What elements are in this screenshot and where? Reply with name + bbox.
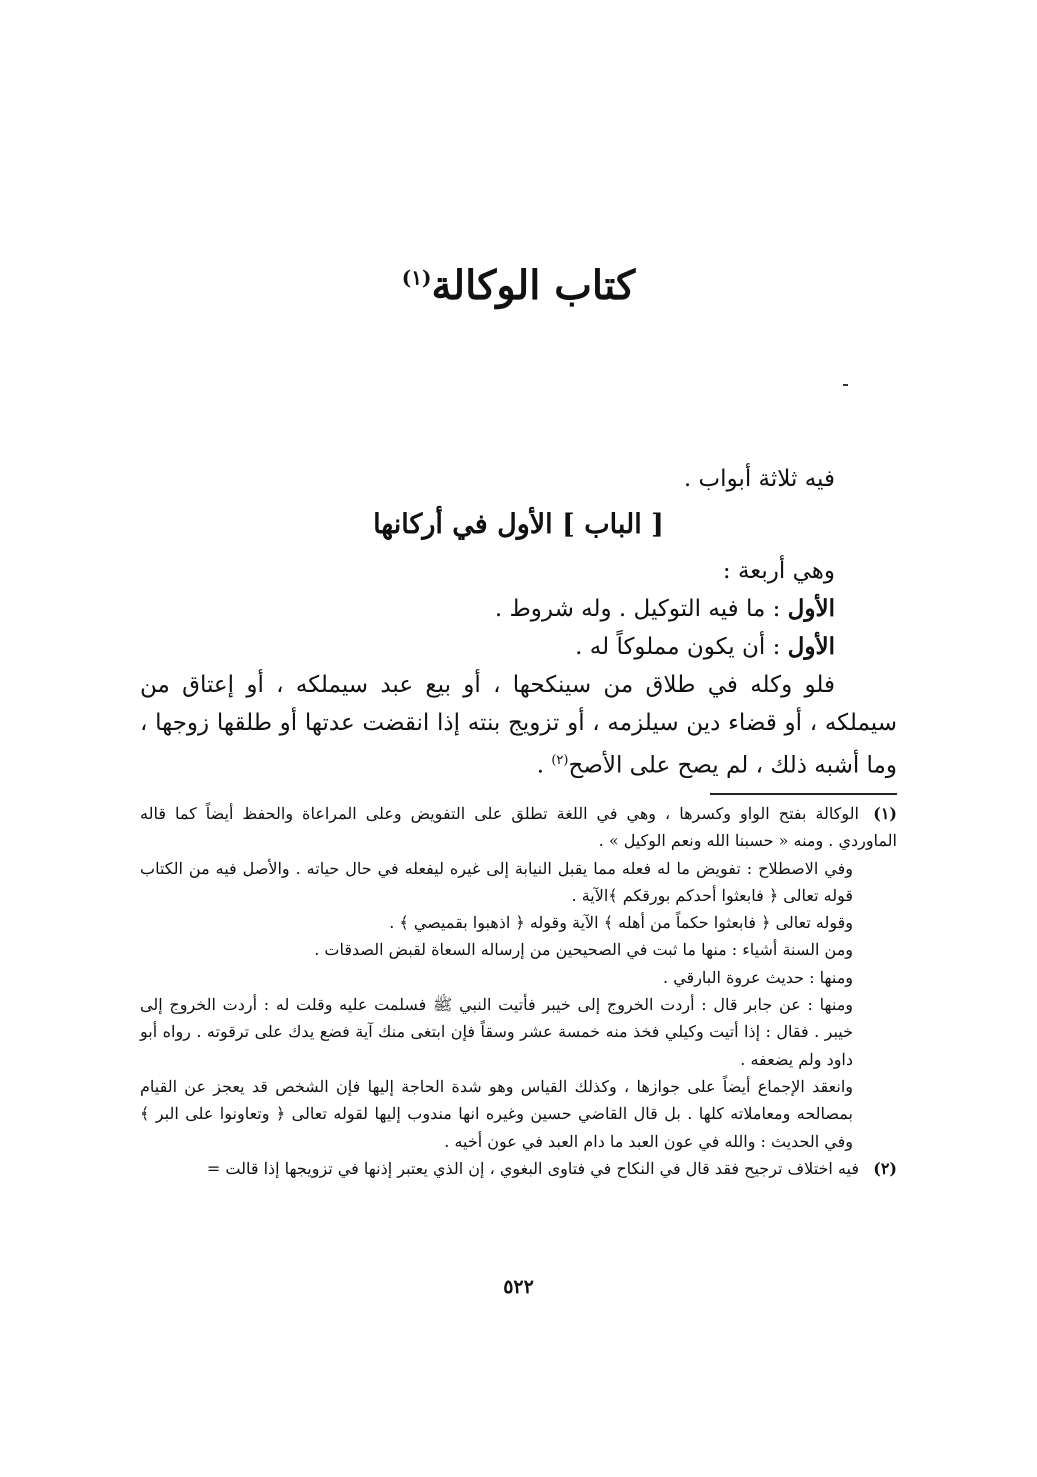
paragraph-footnote-marker: (٢): [551, 753, 569, 768]
main-text: [140, 460, 897, 785]
footnote-1-paragraph-5: ومنها : حديث عروة البارقي .: [663, 967, 853, 987]
footnote-2-number: (٢): [873, 1158, 897, 1178]
first-condition-line-2: [140, 628, 897, 666]
footnote-1-text: الوكالة بفتح الواو وكسرها ، وهي في اللغة تطلق على التفويض وعلى المراعاة والحفظ أيضاً كما قاله الماوردي . ومنه « حسبنا الله ونعم الوكيل » .: [140, 804, 897, 851]
main-paragraph-text: فلو وكله في طلاق من سينكحها ، أو بيع عبد سيملكه ، أو إعتاق من سيملكه ، أو قضاء دين سيلزمه ، أو تزويج بنته إذا انقضت عدتها أو طلقها زوجها ، وما أشبه ذلك ، لم يصح على الأصح: [140, 672, 897, 779]
footnote-1-paragraph-3: وقوله تعالى ﴿ فابعثوا حكماً من أهله ﴾ الآية وقوله ﴿ اذهبوا بقميصي ﴾ .: [389, 913, 853, 933]
four-line: وهي أربعة :: [722, 558, 835, 584]
footnote-1-paragraph-4: ومن السنة أشياء : منها ما ثبت في الصحيحين من إرساله السعاة لقبض الصدقات .: [314, 940, 853, 960]
footnotes: [140, 800, 897, 1182]
main-paragraph: [140, 666, 897, 785]
page-number: ٥٢٢: [503, 1276, 534, 1298]
first-label-2: الأول: [787, 633, 835, 660]
footnote-1: [140, 800, 897, 855]
book-title: [0, 262, 1037, 310]
footnote-1-paragraph-2: وفي الاصطلاح : تفويض ما له فعله مما يقبل النيابة إلى غيره ليفعله في حال حياته . والأصل فيه من الكتاب قوله تعالى ﴿ فابعثوا أحدكم بورقكم ﴾الآية .: [140, 858, 853, 905]
stray-mark: [843, 384, 848, 386]
footnote-1-number: (١): [873, 804, 897, 823]
first-text-1: : ما فيه التوكيل . وله شروط .: [494, 596, 788, 622]
footnote-1-paragraph-7: وانعقد الإجماع أيضاً على جوازها ، وكذلك القياس وهو شدة الحاجة إليها فإن الشخص قد يعجز عن القيام بمصالحه ومعاملاته كلها . بل قال القاضي حسين وغيره انها مندوب إليها لقوله تعالى ﴿ وتعاونوا على البر ﴾ وفي الحديث : والله في عون العبد ما دام العبد في عون أخيه .: [140, 1076, 853, 1151]
first-text-2: : أن يكون مملوكاً له .: [575, 634, 788, 660]
footnote-1-paragraph-6: ومنها : عن جابر قال : أردت الخروج إلى خيبر فأتيت النبي ﷺ فسلمت عليه وقلت له : أردت الخروج إلى خيبر . فقال : إذا أتيت وكيلي فخذ منه خمسة عشر وسقاً فإن ابتغى منك آية فضع يدك على ترقوته . رواه أبو داود ولم يضعفه .: [140, 995, 854, 1069]
intro-line: فيه ثلاثة أبواب .: [683, 466, 835, 492]
title-footnote-marker: (١): [401, 265, 432, 290]
footnote-2-text: فيه اختلاف ترجيح فقد قال في النكاح في فتاوى البغوي ، إن الذي يعتبر إذنها في تزويجها إذا قالت =: [206, 1158, 859, 1178]
footnote-divider: [710, 793, 897, 795]
footnote-2: [140, 1155, 897, 1182]
book-title-text: كتاب الوكالة: [431, 262, 636, 309]
chapter-heading: [ الباب ] الأول في أركانها: [373, 509, 664, 540]
paragraph-end: .: [536, 752, 552, 779]
first-label-1: الأول: [787, 595, 835, 622]
first-condition-line-1: [140, 590, 897, 628]
